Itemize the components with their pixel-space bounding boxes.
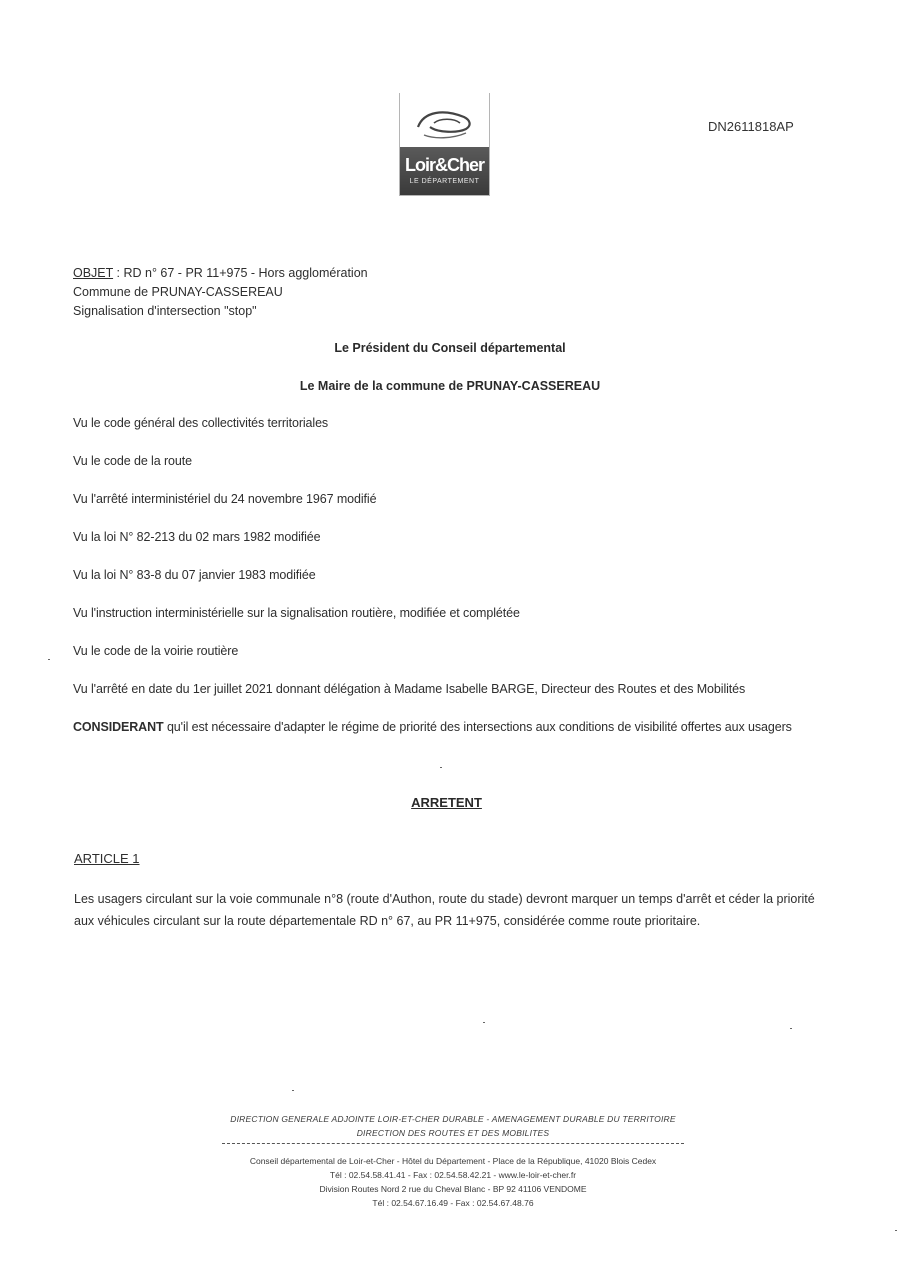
visa-line: Vu la loi N° 83-8 du 07 janvier 1983 modifiée [73, 568, 316, 582]
considerant-text: qu'il est nécessaire d'adapter le régime de priorité des intersections aux conditions de visibilité offertes aux usagers [163, 720, 792, 734]
document-reference: DN2611818AP [708, 119, 794, 134]
footer-divider [222, 1143, 684, 1144]
scan-speck [292, 1090, 294, 1091]
footer-direction-routes: DIRECTION DES ROUTES ET DES MOBILITES [356, 1128, 550, 1138]
objet-line-2: Commune de PRUNAY-CASSEREAU [73, 285, 283, 299]
logo-tagline: LE DÉPARTEMENT [409, 178, 480, 185]
objet-label: OBJET [73, 266, 114, 280]
arretent-heading: ARRETENT [411, 795, 482, 810]
logo-brand-text: Loir&Cher [404, 155, 484, 175]
loir-et-cher-department-logo-icon [414, 105, 476, 145]
visa-line: Vu l'arrêté interministériel du 24 novembre 1967 modifié [73, 492, 377, 506]
article-1-body: Les usagers circulant sur la voie communale n°8 (route d'Authon, route du stade) devront marquer un temps d'arrêt et céder la priorité aux véhicules circulant sur la route départementale RD n° 67, au PR 11+975, considérée comme route prioritaire. [74, 892, 815, 928]
objet-line-1-text: : RD n° 67 - PR 11+975 - Hors agglomération [113, 266, 368, 280]
considerant-line [73, 720, 792, 734]
footer-direction-line: DIRECTION GENERALE ADJOINTE LOIR-ET-CHER DURABLE - AMENAGEMENT DURABLE DU TERRITOIRE [230, 1114, 676, 1124]
footer-contact-line: Tél : 02.54.58.41.41 - Fax : 02.54.58.42.21 - www.le-loir-et-cher.fr [329, 1170, 577, 1180]
objet-line-1 [73, 264, 368, 283]
considerant-label: CONSIDERANT [73, 720, 164, 734]
objet-line-3: Signalisation d'intersection "stop" [73, 304, 257, 318]
scan-speck [440, 767, 442, 768]
objet-block [73, 264, 368, 321]
footer-address-line: Conseil départemental de Loir-et-Cher - Hôtel du Département - Place de la République, 41020 Blois Cedex [249, 1156, 657, 1166]
maire-title: Le Maire de la commune de PRUNAY-CASSEREAU [299, 379, 601, 393]
visa-line: Vu le code de la route [73, 454, 192, 468]
footer-division-contact: Tél : 02.54.67.16.49 - Fax : 02.54.67.48.76 [372, 1198, 534, 1208]
scan-speck [483, 1022, 485, 1023]
visa-line: Vu l'arrêté en date du 1er juillet 2021 donnant délégation à Madame Isabelle BARGE, Directeur des Routes et des Mobilités [73, 682, 746, 696]
department-logo [399, 93, 490, 196]
visa-line: Vu la loi N° 82-213 du 02 mars 1982 modifiée [73, 530, 321, 544]
visa-line: Vu le code de la voirie routière [73, 644, 239, 658]
scan-speck [895, 1230, 897, 1231]
visa-line: Vu l'instruction interministérielle sur la signalisation routière, modifiée et complétée [73, 606, 520, 620]
visa-line: Vu le code général des collectivités territoriales [73, 416, 329, 430]
article-1-title: ARTICLE 1 [74, 851, 140, 866]
footer-division-line: Division Routes Nord 2 rue du Cheval Blanc - BP 92 41106 VENDOME [319, 1184, 587, 1194]
president-title: Le Président du Conseil départemental [334, 341, 566, 355]
scan-speck [48, 659, 50, 660]
scan-speck [790, 1028, 792, 1029]
